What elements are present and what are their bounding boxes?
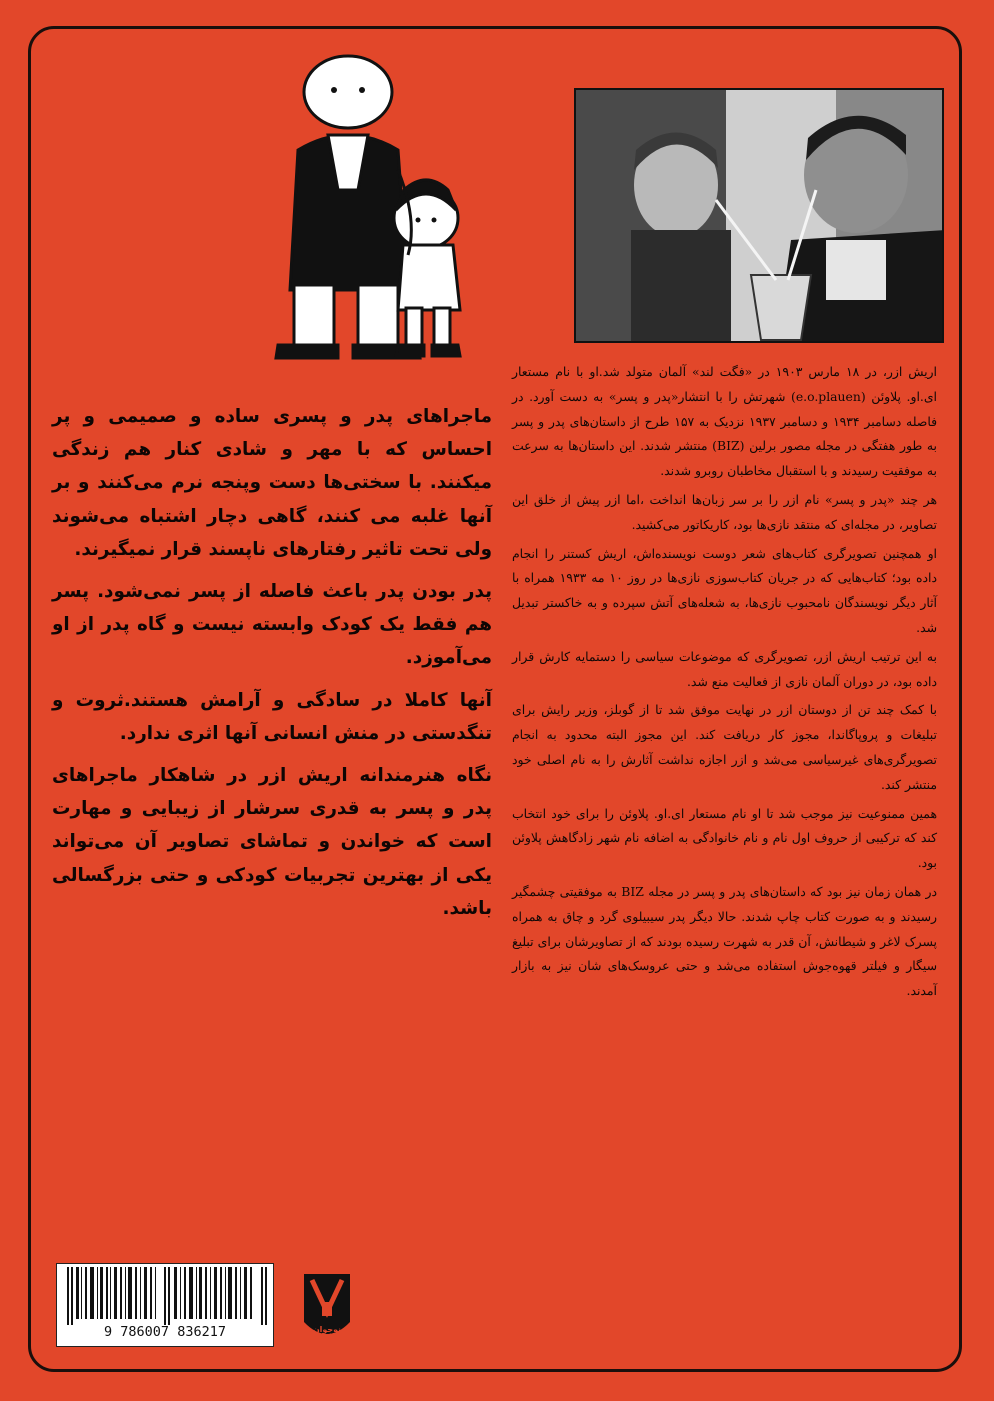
father-son-cartoon-illustration xyxy=(258,40,488,360)
biography-paragraph: به این ترتیب اریش ازر، تصویرگری که موضوعات سیاسی را دستمایه کارش قرار داده بود، در دوران آلمان نازی از فعالیت منع شد. xyxy=(512,648,937,689)
blurb-paragraph: ماجراهای پدر و پسری ساده و صمیمی و پر احساس که با مهر و شادی کنار هم زندگی میکنند. با سختی‌ها دست وپنجه نرم می‌کنند و بر آنها غلبه می کنند، گاهی دچار اشتباه می‌شوند ولی تحت تاثیر رفتارهای ناپسند قرار نمیگیرند. xyxy=(52,406,492,560)
biography-paragraph: در همان زمان نیز بود که داستان‌های پدر و پسر در مجله BIZ به موفقیتی چشمگیر رسیدند و به صورت کتاب چاپ شدند. حالا دیگر پدر سیبیلوی گرد و چاق به همراه پسرک لاغر و شیطانش، آن قدر به شهرت رسیده بودند که از تصاویرشان برای تبلیغ سیگار و فیلتر قهوه‌جوش استفاده می‌شد و حتی عروسک‌های شان نیز به بازار آمدند. xyxy=(512,883,937,999)
publisher-logo xyxy=(300,1272,354,1346)
blurb-paragraph: پدر بودن پدر باعث فاصله از پسر نمی‌شود. پسر هم فقط یک کودک وابسته نیست و گاه پدر از او می‌آموزد. xyxy=(52,581,492,669)
isbn-group-1: 786007 xyxy=(120,1324,170,1340)
blurb-paragraph: آنها کاملا در سادگی و آرامش هستند.ثروت و تنگدستی در منش انسانی آنها اثری ندارد. xyxy=(52,689,492,744)
isbn-number xyxy=(57,1324,273,1340)
biography-paragraph: او همچنین تصویرگری کتاب‌های شعر دوست نویسنده‌اش، اریش کستنر را انجام داده بود؛ کتاب‌هایی که در جریان کتاب‌سوزی نازی‌ها در روز ۱۰ مه ۱۹۳۳ همراه با آثار دیگر نویسندگان نامحبوب نازی‌ها، به شعله‌های آتش سپرده و به خاکستر تبدیل شد. xyxy=(512,545,937,635)
isbn-first-digit: 9 xyxy=(104,1324,113,1340)
publisher-logo-text: نوجوان xyxy=(312,1325,342,1334)
biography-paragraph: اریش ازر، در ۱۸ مارس ۱۹۰۳ در «فگت لند» آلمان متولد شد.او با نام مستعار ای.او. پلاوئن (e.o.plauen) شهرتش را با انتشار«پدر و پسر» به دست آورد. در فاصله دسامبر ۱۹۳۴ و دسامبر ۱۹۳۷ نزدیک به ۱۵۷ طرح از داستان‌های پدر و پسر به طور هفتگی در مجله مصور برلین (BIZ) منتشر شدند. این داستان‌ها به سرعت به موفقیت رسیدند و با استقبال مخاطبان روبرو شدند. xyxy=(512,364,938,479)
biography-paragraph: با کمک چند تن از دوستان ازر در نهایت موفق شد تا از گوبلز، وزیر رایش برای تبلیغات و پروپاگاندا، مجوز کار دریافت کند. این مجوز البته محدود به انجام تصویرگری‌های غیرسیاسی می‌شد و ازر اجازه نداشت آثارش را به نام اصلی خود منتشر کند. xyxy=(512,702,937,792)
isbn-group-2: 836217 xyxy=(177,1324,226,1340)
barcode-bars xyxy=(67,1267,267,1325)
isbn-barcode xyxy=(56,1263,274,1347)
biography-paragraph: هر چند «پدر و پسر» نام ازر را بر سر زبان‌ها انداخت ،اما ازر پیش از خلق این تصاویر، در مجله‌ای که منتقد نازی‌ها بود، کاریکاتور می‌کشید. xyxy=(512,491,937,532)
blurb-paragraph: نگاه هنرمندانه اریش ازر در شاهکار ماجراهای پدر و پسر به قدری سرشار از زیبایی و مهارت است که خواندن و تماشای تصاویر آن می‌تواند یکی از بهترین تجربیات کودکی و حتی بزرگسالی باشد. xyxy=(52,765,492,919)
blurb-text xyxy=(52,400,492,934)
father-and-son-photo xyxy=(574,88,944,343)
biography-paragraph: همین ممنوعیت نیز موجب شد تا او نام مستعار ای.او. پلاوئن را برای خود انتخاب کند که ترکیبی از حروف اول نام و نام خانوادگی به اضافه نام شهر زادگاهش پلاوئن بود. xyxy=(512,805,937,871)
biography-text xyxy=(512,360,937,1008)
